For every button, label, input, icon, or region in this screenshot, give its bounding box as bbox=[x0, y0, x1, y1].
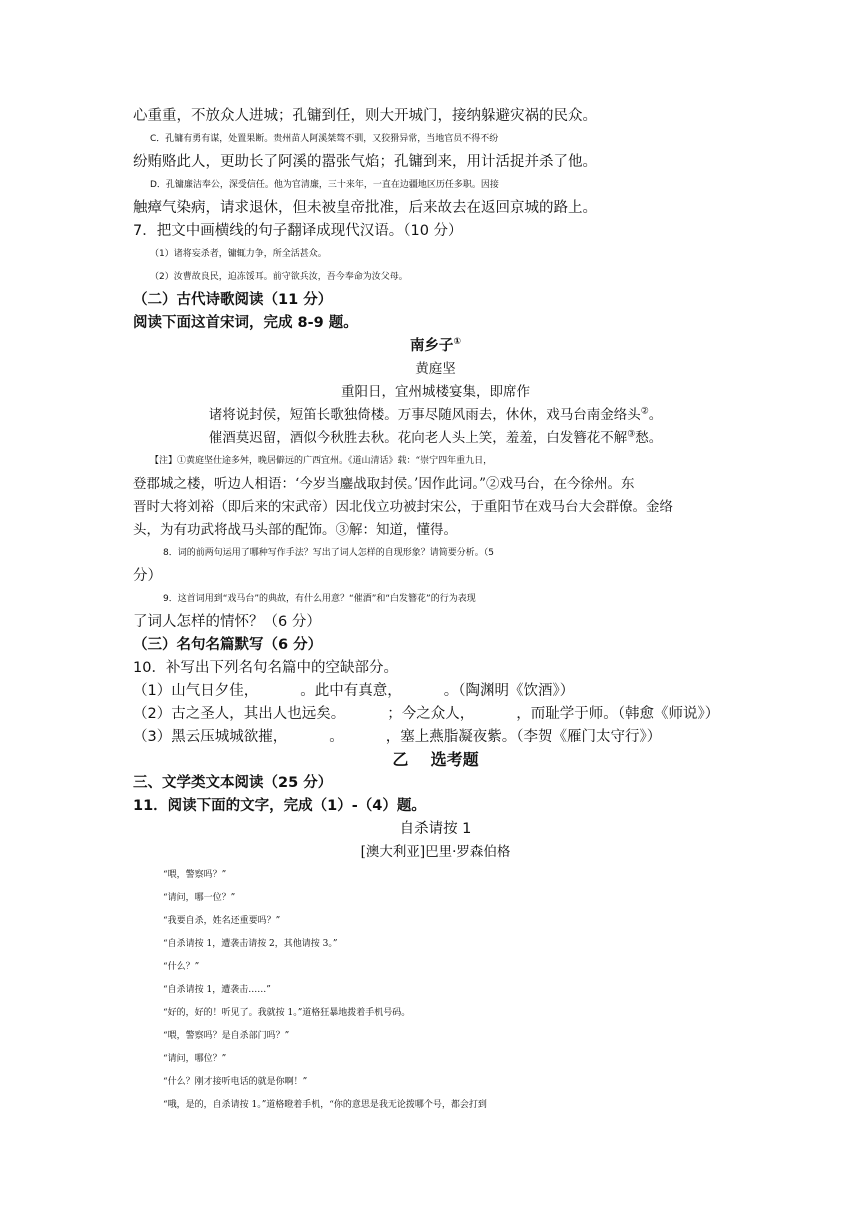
story-dialogue: “我要自杀，姓名还重要吗？” bbox=[163, 916, 281, 926]
question-9-cont: 了词人怎样的情怀？（6 分） bbox=[133, 614, 321, 630]
story-dialogue: “喂，警察吗？是自杀部门吗？” bbox=[163, 1031, 290, 1041]
q7-item-2: （2）汝曹故良民，迫冻馁耳。前守欲兵汝，吾今奉命为汝父母。 bbox=[150, 272, 408, 282]
poem-note: 头，为有功武将战马头部的配饰。③解：知道，懂得。 bbox=[133, 522, 457, 538]
q7-item-1: （1）诸将妄杀者，镛辄力争，所全活甚众。 bbox=[150, 249, 327, 259]
q10-item-3: （3）黑云压城城欲摧， 。 ，塞上燕脂凝夜紫。（李贺《雁门太守行》） bbox=[133, 729, 662, 745]
story-dialogue: “什么？” bbox=[163, 962, 200, 972]
story-dialogue: “自杀请按 1，遭袭击请按 2，其他请按 3。” bbox=[163, 939, 338, 949]
section-heading-recitation: （三）名句名篇默写（6 分） bbox=[133, 637, 323, 653]
poem-author: 黄庭坚 bbox=[415, 361, 456, 377]
story-dialogue: “请问，哪一位？” bbox=[163, 893, 236, 903]
part-b-heading: 乙 选考题 bbox=[392, 750, 479, 769]
text-line: 心重重，不放众人进城；孔镛到任，则大开城门，接纳躲避灾祸的民众。 bbox=[133, 108, 597, 124]
story-dialogue: “什么？刚才接听电话的就是你啊！” bbox=[163, 1077, 308, 1087]
q10-item-2: （2）古之圣人，其出人也远矣。 ；今之众人， ，而耻学于师。（韩愈《师说》） bbox=[133, 706, 720, 722]
section-heading-literature: 三、文学类文本阅读（25 分） bbox=[133, 775, 333, 791]
story-author: [澳大利亚]巴里·罗森伯格 bbox=[360, 844, 511, 860]
poem-line-1: 诸将说封侯，短笛长歌独倚楼。万事尽随风雨去，休休，戏马台南金络头②。 bbox=[208, 406, 663, 423]
text-line: 纷贿赂此人，更助长了阿溪的嚣张气焰；孔镛到来，用计活捉并杀了他。 bbox=[133, 154, 597, 170]
option-c: C．孔镛有勇有谋，处置果断。贵州苗人阿溪桀骜不驯，又狡猾异常，当地官员不得不纷 bbox=[150, 134, 499, 144]
question-9: 9．这首词用到“戏马台”的典故，有什么用意？“催酒”和“白发簪花”的行为表现 bbox=[163, 594, 476, 604]
story-dialogue: “请问，哪位？” bbox=[163, 1054, 227, 1064]
poem-note: 登郡城之楼，听边人相语：‘今岁当鏖战取封侯。’因作此词。”②戏马台，在今徐州。东 bbox=[133, 476, 635, 492]
poem-preface: 重阳日，宜州城楼宴集，即席作 bbox=[341, 384, 530, 400]
story-dialogue: “好的，好的！听见了。我就按 1。”道格狂暴地拨着手机号码。 bbox=[163, 1008, 411, 1018]
story-title: 自杀请按 1 bbox=[399, 821, 472, 837]
poem-note: 【注】①黄庭坚仕途多舛，晚居僻远的广西宜州。《道山清话》载：“崇宁四年重九日， bbox=[150, 456, 493, 466]
poem-line-2: 催酒莫迟留，酒似今秋胜去秋。花向老人头上笑，羞羞，白发簪花不解③愁。 bbox=[208, 429, 663, 446]
story-dialogue: “哦，是的，自杀请按 1。”道格瞪着手机，“你的意思是我无论拨哪个号，都会打到 bbox=[163, 1100, 487, 1110]
question-8: 8．词的前两句运用了哪种写作手法？写出了词人怎样的自现形象？请简要分析。（5 bbox=[163, 548, 494, 558]
poem-note: 晋时大将刘裕（即后来的宋武帝）因北伐立功被封宋公，于重阳节在戏马台大会群僚。金络 bbox=[133, 499, 673, 515]
question-7: 7．把文中画横线的句子翻译成现代汉语。（10 分） bbox=[133, 223, 463, 239]
question-10: 10．补写出下列名句名篇中的空缺部分。 bbox=[133, 660, 398, 676]
option-d: D．孔镛廉洁奉公，深受信任。他为官清廉，三十来年，一直在边疆地区历任多职。因接 bbox=[150, 180, 499, 190]
story-dialogue: “自杀请按 1，遭袭击……” bbox=[163, 985, 271, 995]
poetry-instruction: 阅读下面这首宋词，完成 8-9 题。 bbox=[133, 315, 358, 331]
question-11: 11．阅读下面的文字，完成（1）-（4）题。 bbox=[133, 798, 426, 814]
question-8-cont: 分） bbox=[133, 568, 162, 584]
text-line: 触瘴气染病，请求退休，但未被皇帝批准，后来故去在返回京城的路上。 bbox=[133, 200, 597, 216]
section-heading-poetry: （二）古代诗歌阅读（11 分） bbox=[133, 292, 333, 308]
story-dialogue: “喂，警察吗？” bbox=[163, 870, 227, 880]
poem-title: 南乡子① bbox=[409, 337, 462, 354]
q10-item-1: （1）山气日夕佳， 。此中有真意， 。（陶渊明《饮酒》） bbox=[133, 683, 575, 699]
